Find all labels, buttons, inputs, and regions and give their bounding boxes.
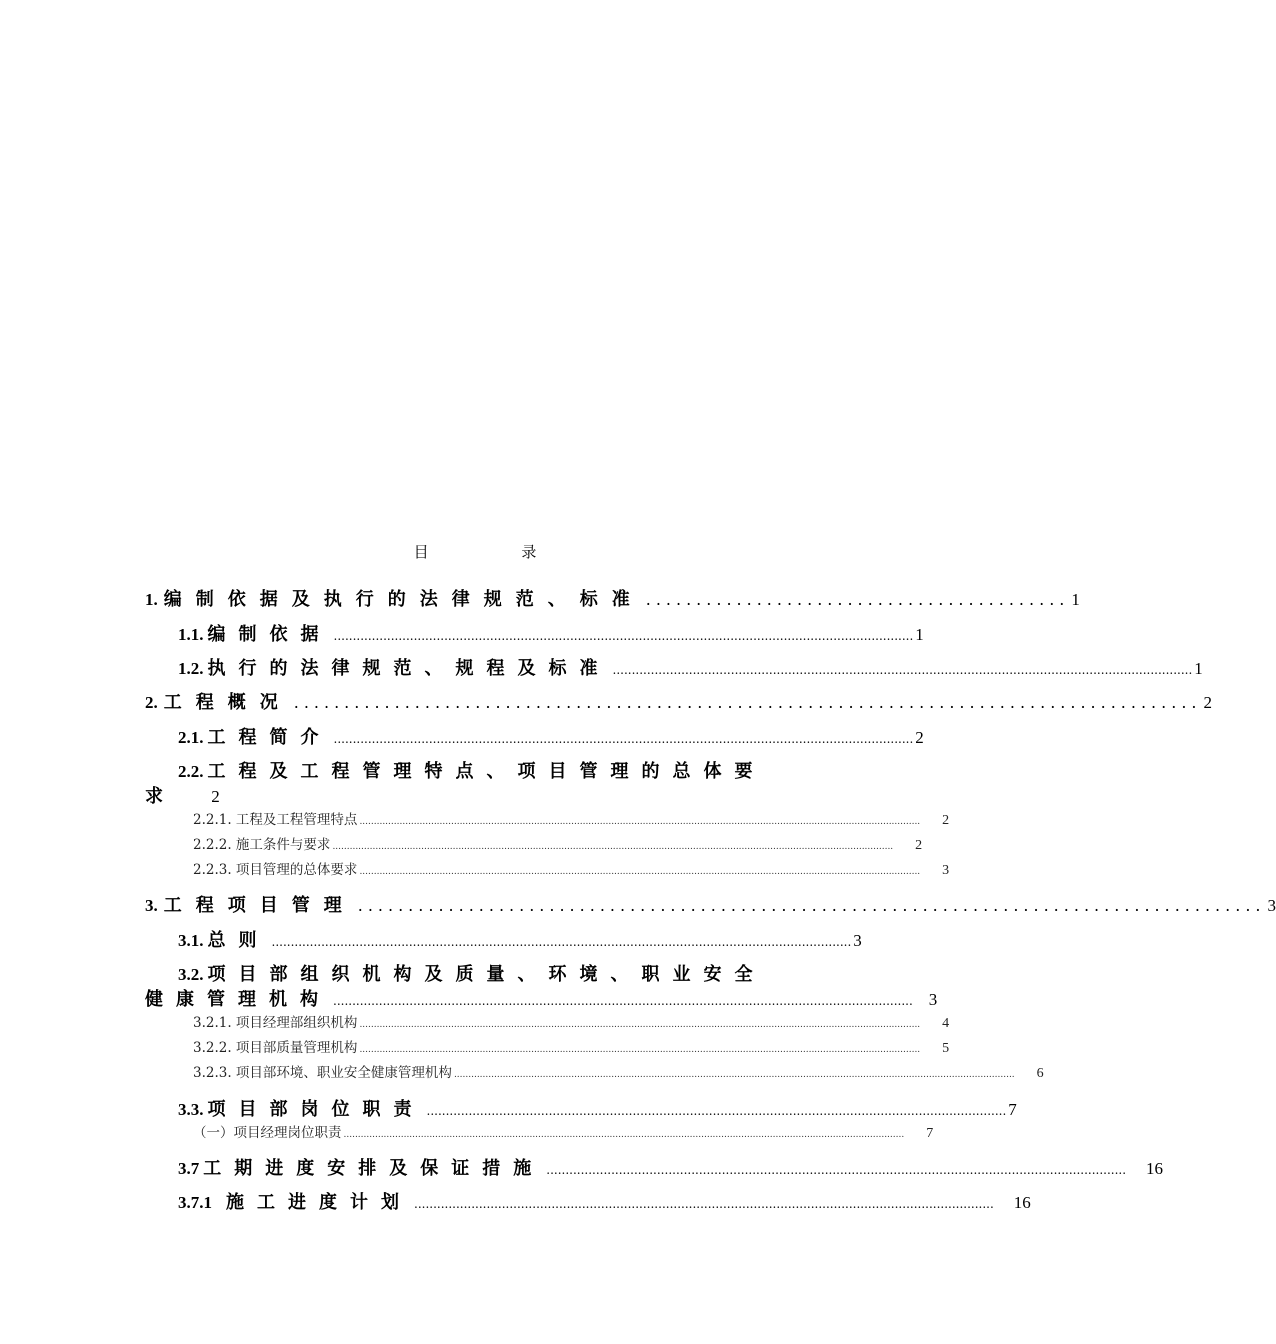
toc-entry-number: 2.1. — [178, 728, 204, 747]
toc-entry-number: 1.2. — [178, 659, 204, 678]
toc-entry-3-1[interactable] — [178, 926, 862, 952]
toc-page-number: 1 — [915, 625, 924, 644]
toc-entry-text: 2.2.3. 项目管理的总体要求 — [193, 862, 358, 878]
toc-entry-text: 项目部组织机构及质量、环境、职业安全 — [207, 964, 766, 985]
toc-leader: ........................................................................................................................................................ — [333, 994, 913, 1008]
toc-entry-3-2-continued[interactable] — [145, 985, 938, 1011]
toc-entry-text: 3.2.2. 项目部质量管理机构 — [193, 1040, 358, 1056]
toc-leader: ........................................................................................................................................................ — [546, 1163, 1127, 1177]
toc-leader: .......................................... — [645, 590, 1070, 609]
toc-entry-2-2-1[interactable] — [193, 808, 950, 829]
toc-page-number: 2 — [1203, 693, 1212, 712]
toc-entry-text: 项目部岗位职责 — [207, 1099, 425, 1120]
toc-page-number: 2 — [915, 838, 923, 853]
toc-leader: ........................................................................................................................................................ — [333, 629, 914, 643]
toc-leader: .................................................................................................................................................................................................... — [359, 1020, 921, 1030]
toc-title-char-2: 录 — [521, 543, 537, 561]
toc-entry-3-2-3[interactable] — [193, 1061, 1044, 1082]
toc-title — [0, 541, 950, 562]
toc-entry-3-3[interactable] — [178, 1095, 1017, 1121]
toc-entry-text: 求 — [145, 786, 163, 807]
toc-page-number: 4 — [942, 1016, 950, 1031]
toc-leader: .................................................................................................................................................................................................... — [343, 1130, 905, 1140]
toc-page-number: 16 — [1146, 1159, 1164, 1178]
toc-leader: .................................................................................................................................................................................................... — [453, 1070, 1015, 1080]
toc-page-number: 3 — [1267, 896, 1276, 915]
toc-entry-2-1[interactable] — [178, 723, 924, 749]
toc-entry-text: 工程概况 — [163, 692, 292, 713]
toc-page-number: 1 — [1071, 590, 1080, 609]
toc-page-number: 7 — [1008, 1100, 1017, 1119]
toc-entry-text: （一）项目经理岗位职责 — [193, 1125, 342, 1141]
toc-entry-text: 编制依据 — [207, 624, 332, 645]
toc-entry-text: 健康管理机构 — [145, 989, 331, 1010]
toc-leader: ........................................................................................................................................................ — [271, 935, 852, 949]
toc-entry-2-2-3[interactable] — [193, 858, 950, 879]
toc-page-number: 5 — [942, 1041, 950, 1056]
toc-entry-text: 执行的法律规范、规程及标准 — [207, 658, 611, 679]
toc-entry-1-2[interactable] — [178, 654, 1203, 680]
toc-entry-1-1[interactable] — [178, 620, 924, 646]
toc-entry-3-7-1[interactable] — [178, 1188, 1031, 1214]
toc-entry-text: 3.2.3. 项目部环境、职业安全健康管理机构 — [193, 1065, 452, 1081]
toc-page-number: 2 — [211, 787, 220, 806]
toc-page-number: 2 — [942, 813, 950, 828]
toc-title-char-1: 目 — [413, 543, 429, 561]
toc-page-number: 6 — [1036, 1066, 1044, 1081]
toc-page-number: 16 — [1013, 1193, 1031, 1212]
toc-entry-text: 工期进度安排及保证措施 — [203, 1158, 545, 1179]
toc-entry-number: 1.1. — [178, 625, 204, 644]
toc-page-number: 7 — [926, 1126, 934, 1141]
toc-page-number: 2 — [915, 728, 924, 747]
toc-entry-number: 3.3. — [178, 1100, 204, 1119]
toc-leader: .................................................................................................................................................................................................... — [332, 842, 894, 852]
toc-entry-3-2-2[interactable] — [193, 1036, 950, 1057]
toc-entry-number: 3.1. — [178, 931, 204, 950]
toc-entry-text: 编制依据及执行的法律规范、标准 — [163, 589, 644, 610]
toc-entry-text: 2.2.2. 施工条件与要求 — [193, 837, 331, 853]
toc-entry-text: 工程项目管理 — [163, 895, 356, 916]
toc-entry-text: 总则 — [207, 930, 270, 951]
toc-entry-1[interactable] — [145, 585, 1080, 611]
toc-leader: ........................................................................................................................................................ — [426, 1104, 1007, 1118]
toc-entry-3[interactable] — [145, 891, 1276, 917]
toc-entry-3-2[interactable] — [178, 960, 766, 986]
toc-page-number: 1 — [1194, 659, 1203, 678]
toc-page-number: 3 — [928, 990, 938, 1009]
toc-page-number: 3 — [853, 931, 862, 950]
toc-entry-number: 2. — [145, 693, 158, 712]
toc-leader: .......................................................................................... — [293, 693, 1202, 712]
toc-leader: ........................................................................................................................................................ — [333, 732, 914, 746]
toc-leader: ........................................................................................................................................................ — [414, 1197, 994, 1211]
toc-entry-2-2[interactable] — [178, 757, 766, 783]
toc-entry-text: 施工进度计划 — [226, 1192, 412, 1213]
toc-leader: .................................................................................................................................................................................................... — [359, 867, 921, 877]
toc-leader: .................................................................................................................................................................................................... — [359, 817, 921, 827]
toc-entry-number: 3.2. — [178, 965, 204, 984]
toc-entry-number: 3. — [145, 896, 158, 915]
toc-entry-number: 1. — [145, 590, 158, 609]
toc-entry-number: 3.7.1 — [178, 1193, 212, 1212]
toc-leader: ........................................................................................................................................................ — [612, 663, 1193, 677]
toc-entry-text: 3.2.1. 项目经理部组织机构 — [193, 1015, 358, 1031]
toc-entry-2[interactable] — [145, 688, 1212, 714]
toc-page-number: 3 — [942, 863, 950, 878]
toc-entry-3-2-1[interactable] — [193, 1011, 950, 1032]
toc-entry-2-2-continued[interactable] — [145, 782, 220, 808]
toc-entry-number: 3.7 — [178, 1159, 200, 1178]
toc-entry-number: 2.2. — [178, 762, 204, 781]
toc-entry-text: 工程及工程管理特点、项目管理的总体要 — [207, 761, 766, 782]
toc-leader: .......................................................................................... — [357, 896, 1266, 915]
toc-entry-text: 工程简介 — [207, 727, 332, 748]
toc-entry-text: 2.2.1. 工程及工程管理特点 — [193, 812, 358, 828]
toc-entry-2-2-2[interactable] — [193, 833, 923, 854]
toc-entry-3-7[interactable] — [178, 1154, 1164, 1180]
toc-leader: .................................................................................................................................................................................................... — [359, 1045, 921, 1055]
toc-entry-3-3-a[interactable] — [193, 1121, 934, 1142]
